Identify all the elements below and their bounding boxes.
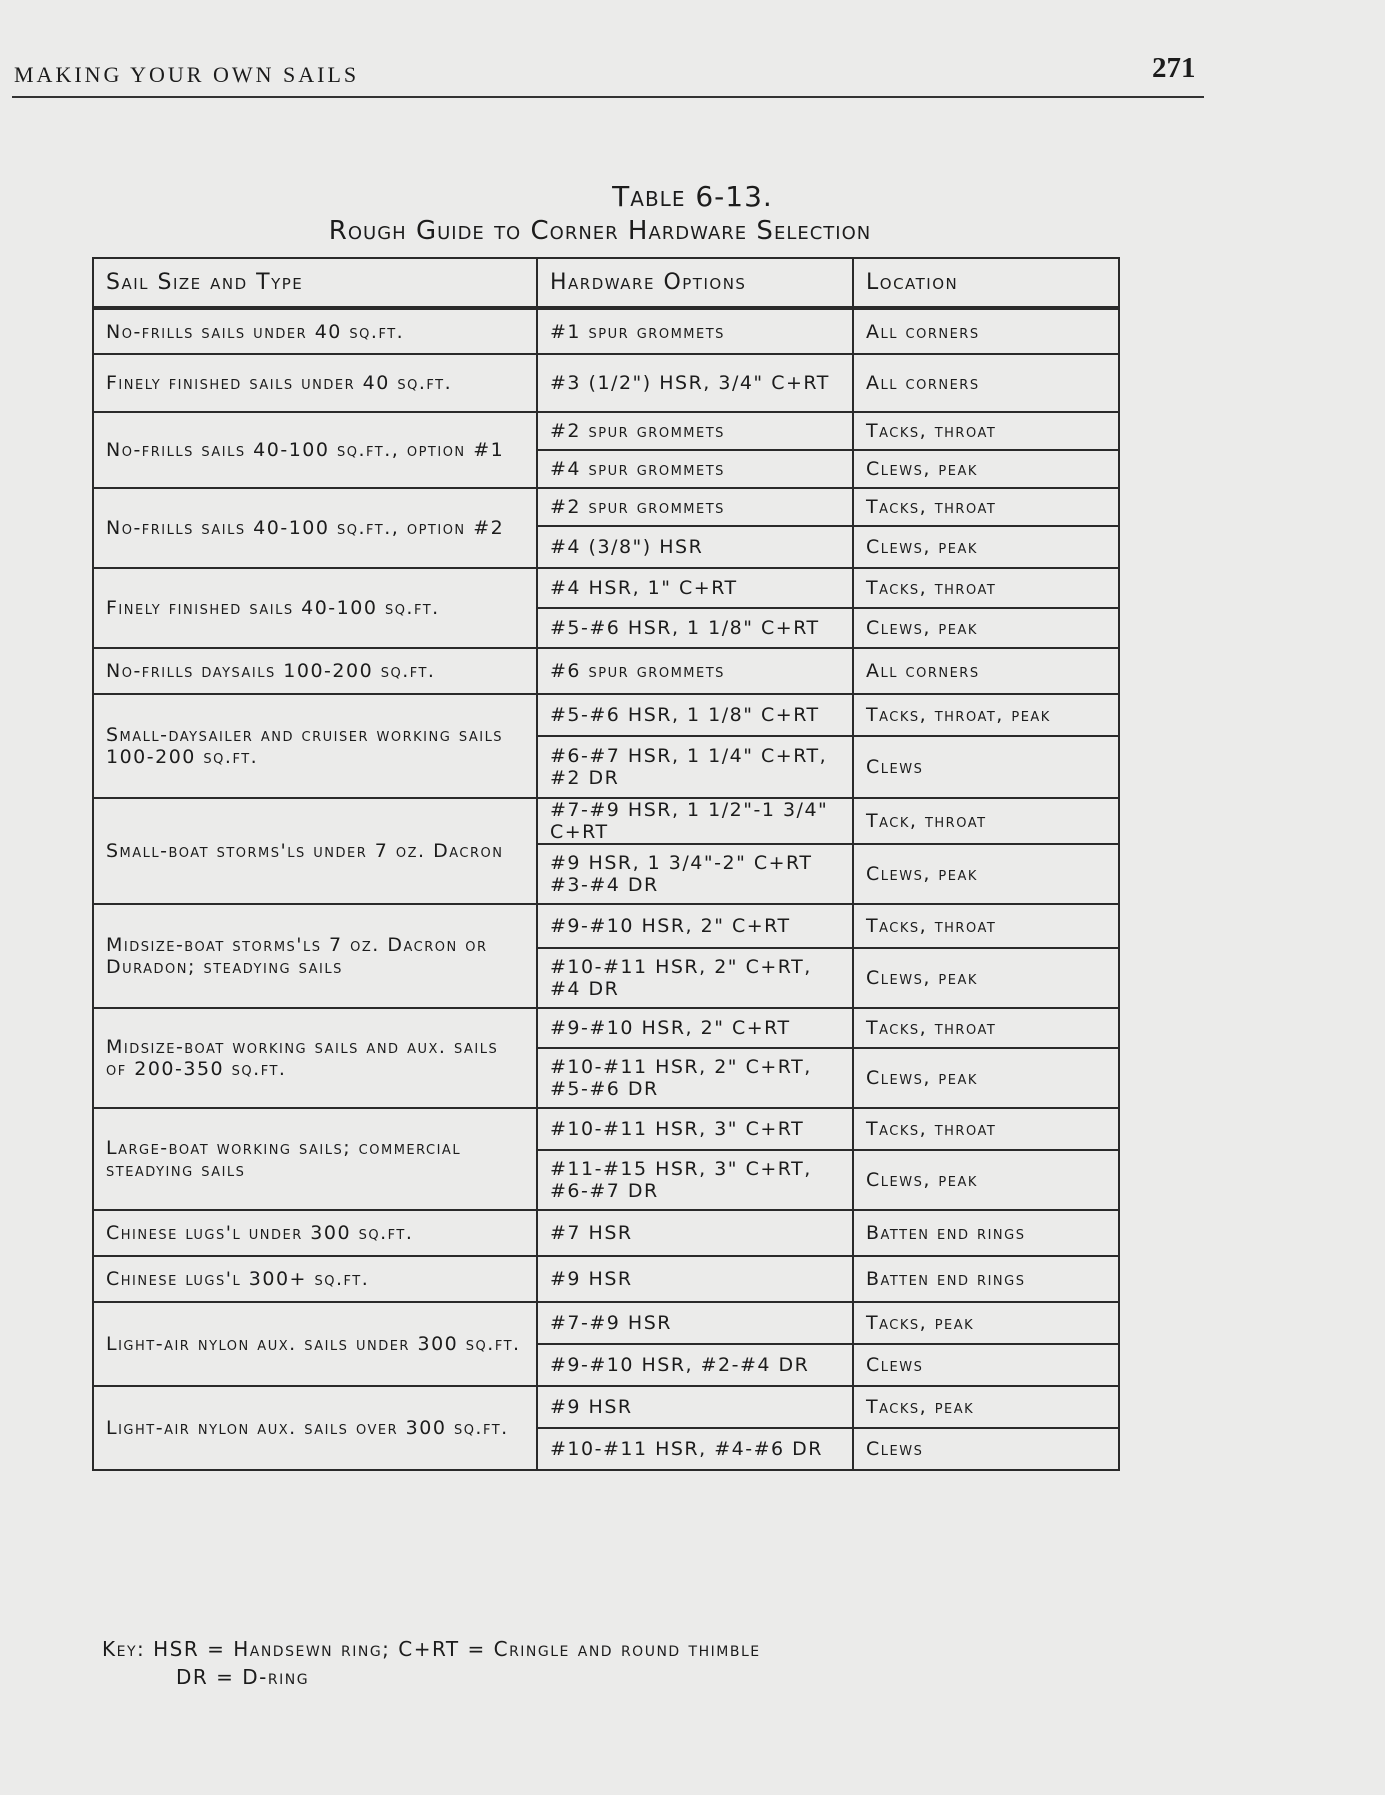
sail-type-cell: Chinese lugs'l 300+ sq.ft. [93,1256,537,1302]
location-cell: Clews, peak [853,608,1119,648]
hardware-cell: #4 (3/8") HSR [537,526,853,568]
table-row [93,1210,1119,1256]
header-rule [12,96,1204,98]
hardware-cell: #6 spur grommets [537,648,853,694]
sail-type-cell: No-frills sails 40-100 sq.ft., option #1 [93,412,537,488]
hardware-cell: #2 spur grommets [537,488,853,526]
sail-type-cell: Small-boat storms'ls under 7 oz. Dacron [93,798,537,904]
hardware-cell: #9-#10 HSR, 2" C+RT [537,904,853,948]
hardware-cell: #9-#10 HSR, #2-#4 DR [537,1344,853,1386]
sail-type-cell: Light-air nylon aux. sails over 300 sq.ft. [93,1386,537,1470]
hardware-cell: #7 HSR [537,1210,853,1256]
location-cell: Clews, peak [853,1048,1119,1108]
location-cell: Tacks, peak [853,1386,1119,1428]
hardware-cell: #9 HSR [537,1386,853,1428]
location-cell: Tacks, throat [853,904,1119,948]
sail-type-cell: Chinese lugs'l under 300 sq.ft. [93,1210,537,1256]
table-title: Table 6-13. [612,180,773,213]
hardware-table [92,257,1120,1471]
hardware-cell: #9 HSR, 1 3/4"-2" C+RT #3-#4 DR [537,844,853,904]
hardware-cell: #2 spur grommets [537,412,853,450]
table-row [93,904,1119,948]
sail-type-cell: No-frills daysails 100-200 sq.ft. [93,648,537,694]
sail-type-cell: Midsize-boat working sails and aux. sails of 200-350 sq.ft. [93,1008,537,1108]
location-cell: Tacks, throat [853,412,1119,450]
table-row [93,648,1119,694]
table-row [93,1302,1119,1344]
sail-type-cell: Large-boat working sails; commercial steadying sails [93,1108,537,1210]
key-line: DR = D-ring [176,1665,310,1689]
table-row [93,1256,1119,1302]
sail-type-cell: Midsize-boat storms'ls 7 oz. Dacron or Duradon; steadying sails [93,904,537,1008]
location-cell: All corners [853,354,1119,412]
location-cell: All corners [853,648,1119,694]
table-header-row [93,258,1119,308]
table-key [102,1635,761,1691]
hardware-cell: #10-#11 HSR, #4-#6 DR [537,1428,853,1470]
location-cell: Tacks, throat, peak [853,694,1119,736]
table-row [93,1386,1119,1428]
location-cell: Tacks, throat [853,488,1119,526]
hardware-cell: #5-#6 HSR, 1 1/8" C+RT [537,608,853,648]
hardware-cell: #1 spur grommets [537,308,853,354]
location-cell: Batten end rings [853,1256,1119,1302]
table-row [93,308,1119,354]
location-cell: Clews, peak [853,844,1119,904]
location-cell: Clews [853,736,1119,798]
table-row [93,1108,1119,1150]
location-cell: Tacks, throat [853,1108,1119,1150]
hardware-cell: #4 spur grommets [537,450,853,488]
hardware-cell: #7-#9 HSR, 1 1/2"-1 3/4" C+RT [537,798,853,844]
location-cell: Tacks, throat [853,568,1119,608]
table-row [93,1008,1119,1048]
hardware-cell: #10-#11 HSR, 3" C+RT [537,1108,853,1150]
location-cell: Clews [853,1428,1119,1470]
table-row [93,798,1119,844]
column-header-hardware: Hardware Options [537,258,853,308]
location-cell: Clews, peak [853,948,1119,1008]
table-row [93,568,1119,608]
sail-type-cell: No-frills sails 40-100 sq.ft., option #2 [93,488,537,568]
hardware-cell: #5-#6 HSR, 1 1/8" C+RT [537,694,853,736]
sail-type-cell: Light-air nylon aux. sails under 300 sq.ft. [93,1302,537,1386]
hardware-cell: #10-#11 HSR, 2" C+RT, #5-#6 DR [537,1048,853,1108]
hardware-cell: #11-#15 HSR, 3" C+RT, #6-#7 DR [537,1150,853,1210]
hardware-cell: #10-#11 HSR, 2" C+RT, #4 DR [537,948,853,1008]
page-number: 271 [1152,52,1196,84]
location-cell: Tacks, throat [853,1008,1119,1048]
location-cell: Tacks, peak [853,1302,1119,1344]
location-cell: Clews, peak [853,1150,1119,1210]
location-cell: Clews, peak [853,450,1119,488]
column-header-sail-type: Sail Size and Type [93,258,537,308]
table-body [93,308,1119,1470]
hardware-cell: #7-#9 HSR [537,1302,853,1344]
sail-type-cell: Small-daysailer and cruiser working sails 100-200 sq.ft. [93,694,537,798]
sail-type-cell: Finely finished sails 40-100 sq.ft. [93,568,537,648]
table-row [93,694,1119,736]
hardware-cell: #4 HSR, 1" C+RT [537,568,853,608]
location-cell: Batten end rings [853,1210,1119,1256]
column-header-location: Location [853,258,1119,308]
table-row [93,412,1119,450]
location-cell: Clews [853,1344,1119,1386]
running-head: MAKING YOUR OWN SAILS [14,62,360,87]
hardware-cell: #6-#7 HSR, 1 1/4" C+RT, #2 DR [537,736,853,798]
sail-type-cell: No-frills sails under 40 sq.ft. [93,308,537,354]
hardware-cell: #3 (1/2") HSR, 3/4" C+RT [537,354,853,412]
location-cell: All corners [853,308,1119,354]
location-cell: Clews, peak [853,526,1119,568]
key-line: Key: HSR = Handsewn ring; C+RT = Cringle and round thimble [102,1637,761,1661]
location-cell: Tack, throat [853,798,1119,844]
table-subtitle: Rough Guide to Corner Hardware Selection [328,216,872,246]
table-row [93,354,1119,412]
sail-type-cell: Finely finished sails under 40 sq.ft. [93,354,537,412]
table-row [93,488,1119,526]
hardware-cell: #9 HSR [537,1256,853,1302]
hardware-cell: #9-#10 HSR, 2" C+RT [537,1008,853,1048]
